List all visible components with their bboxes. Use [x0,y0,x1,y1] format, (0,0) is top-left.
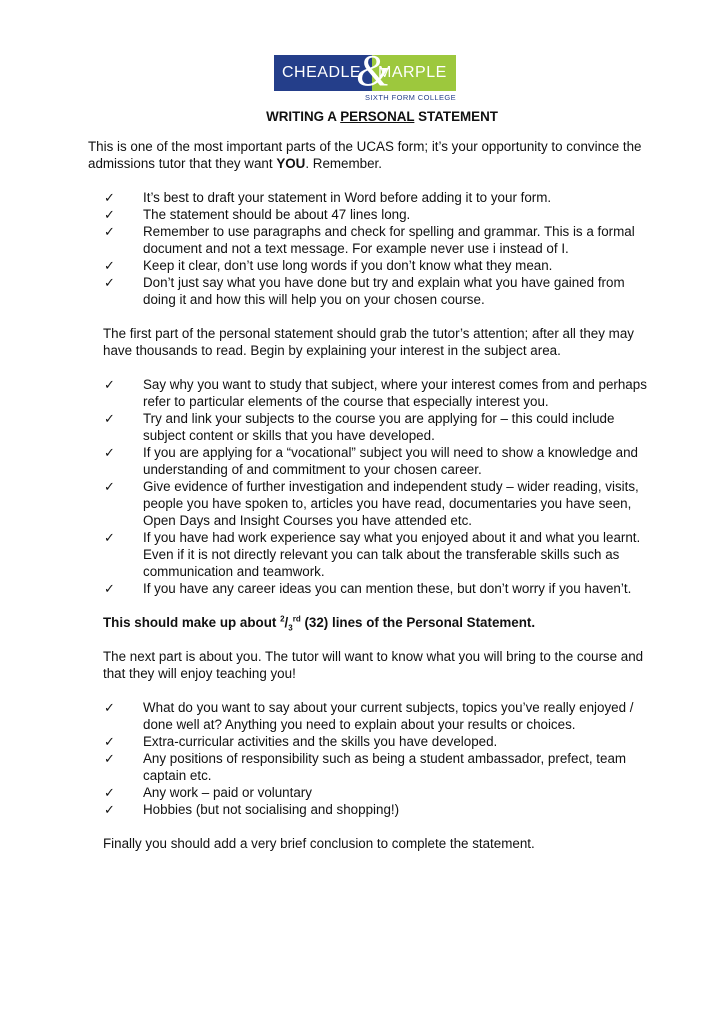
paragraph-about-you: The next part is about you. The tutor will want to know what you will bring to the course and that they will enjoy teaching you! [103,649,644,681]
title-underlined: PERSONAL [340,109,415,124]
list-item-text: Say why you want to study that subject, where your interest comes from and perhaps refer to particular elements of the course that especially interest you. [143,377,647,409]
list-item [88,580,648,597]
title-pre: WRITING A [266,109,341,124]
list-item-text: What do you want to say about your current subjects, topics you’ve really enjoyed / done well at? Anything you need to explain about your results or choices. [143,700,634,732]
list-item [88,257,648,274]
logo-banner [274,46,456,95]
check-icon: ✓ [104,479,115,494]
check-icon: ✓ [104,377,115,392]
fraction-ordinal: rd [292,614,301,624]
checklist-3 [88,699,648,818]
list-item-text: Try and link your subjects to the course you are applying for – this could include subject content or skills that you have developed. [143,411,615,443]
check-icon: ✓ [104,802,115,817]
paragraph-first-part: The first part of the personal statement should grab the tutor’s attention; after all they may have thousands to read. Begin by explaining your interest in the subject area. [103,326,634,358]
paragraph-conclusion: Finally you should add a very brief conclusion to complete the statement. [103,836,535,851]
check-icon: ✓ [104,581,115,596]
summary-post: (32) lines of the Personal Statement. [300,615,536,630]
check-icon: ✓ [104,190,115,205]
list-item-text: If you have had work experience say what you enjoyed about it and what you learnt. Even if it is not directly relevant you can talk about the transferable skills such as communication and teamwork. [143,530,641,579]
check-icon: ✓ [104,258,115,273]
fraction-slash: / [284,615,289,630]
list-item [88,784,648,801]
list-item [88,223,648,257]
list-item [88,444,648,478]
list-item [88,189,648,206]
intro-paragraph [88,138,648,172]
list-item-text: Remember to use paragraphs and check for spelling and grammar. This is a formal document and not a text message. For example never use i instead of I. [143,224,635,256]
list-item-text: Any positions of responsibility such as being a student ambassador, prefect, team captain etc. [143,751,627,783]
intro-text: This is one of the most important parts of the UCAS form; it’s your opportunity to convince the admissions tutor that they want [88,139,642,171]
college-logo [274,46,456,102]
list-item-text: Extra-curricular activities and the skills you have developed. [143,734,498,749]
list-item-text: Give evidence of further investigation and independent study – wider reading, visits, people you have spoken to, articles you have read, documentaries you have seen, Open Days and Insight Courses you have attended etc. [143,479,639,528]
list-item-text: Keep it clear, don’t use long words if you don’t know what they mean. [143,258,553,273]
list-item-text: The statement should be about 47 lines long. [143,207,411,222]
check-icon: ✓ [104,751,115,766]
check-icon: ✓ [104,785,115,800]
list-item-text: Any work – paid or voluntary [143,785,312,800]
intro-tail: . Remember. [305,156,382,171]
summary-pre: This should make up about [103,615,281,630]
title-post: STATEMENT [414,109,498,124]
check-icon: ✓ [104,224,115,239]
list-item [88,274,648,308]
check-icon: ✓ [104,411,115,426]
check-icon: ✓ [104,530,115,545]
list-item-text: It’s best to draft your statement in Word before adding it to your form. [143,190,552,205]
check-icon: ✓ [104,445,115,460]
logo-right-word: MARPLE [378,64,447,81]
list-item [88,410,648,444]
document-body [88,108,648,869]
bold-summary-line [103,614,648,631]
checklist-1 [88,189,648,308]
logo-subtitle: SIXTH FORM COLLEGE [365,93,456,102]
fraction-numerator: 2 [280,614,285,624]
list-item [88,478,648,529]
list-item [88,376,648,410]
fraction-denominator: 3 [288,623,293,633]
check-icon: ✓ [104,207,115,222]
list-item-text: Hobbies (but not socialising and shopping!) [143,802,400,817]
list-item [88,529,648,580]
list-item-text: If you are applying for a “vocational” subject you will need to show a knowledge and understanding of and commitment to your chosen career. [143,445,639,477]
check-icon: ✓ [104,700,115,715]
list-item [88,733,648,750]
check-icon: ✓ [104,275,115,290]
list-item [88,750,648,784]
check-icon: ✓ [104,734,115,749]
list-item [88,699,648,733]
list-item [88,206,648,223]
checklist-2 [88,376,648,597]
page-title [88,108,648,125]
list-item-text: If you have any career ideas you can mention these, but don’t worry if you haven’t. [143,581,632,596]
list-item-text: Don’t just say what you have done but try and explain what you have gained from doing it and how this will help you on your chosen course. [143,275,625,307]
list-item [88,801,648,818]
logo-left-word: CHEADLE [282,64,362,81]
intro-bold: YOU [276,156,306,171]
logo-ampersand: & [356,46,391,95]
